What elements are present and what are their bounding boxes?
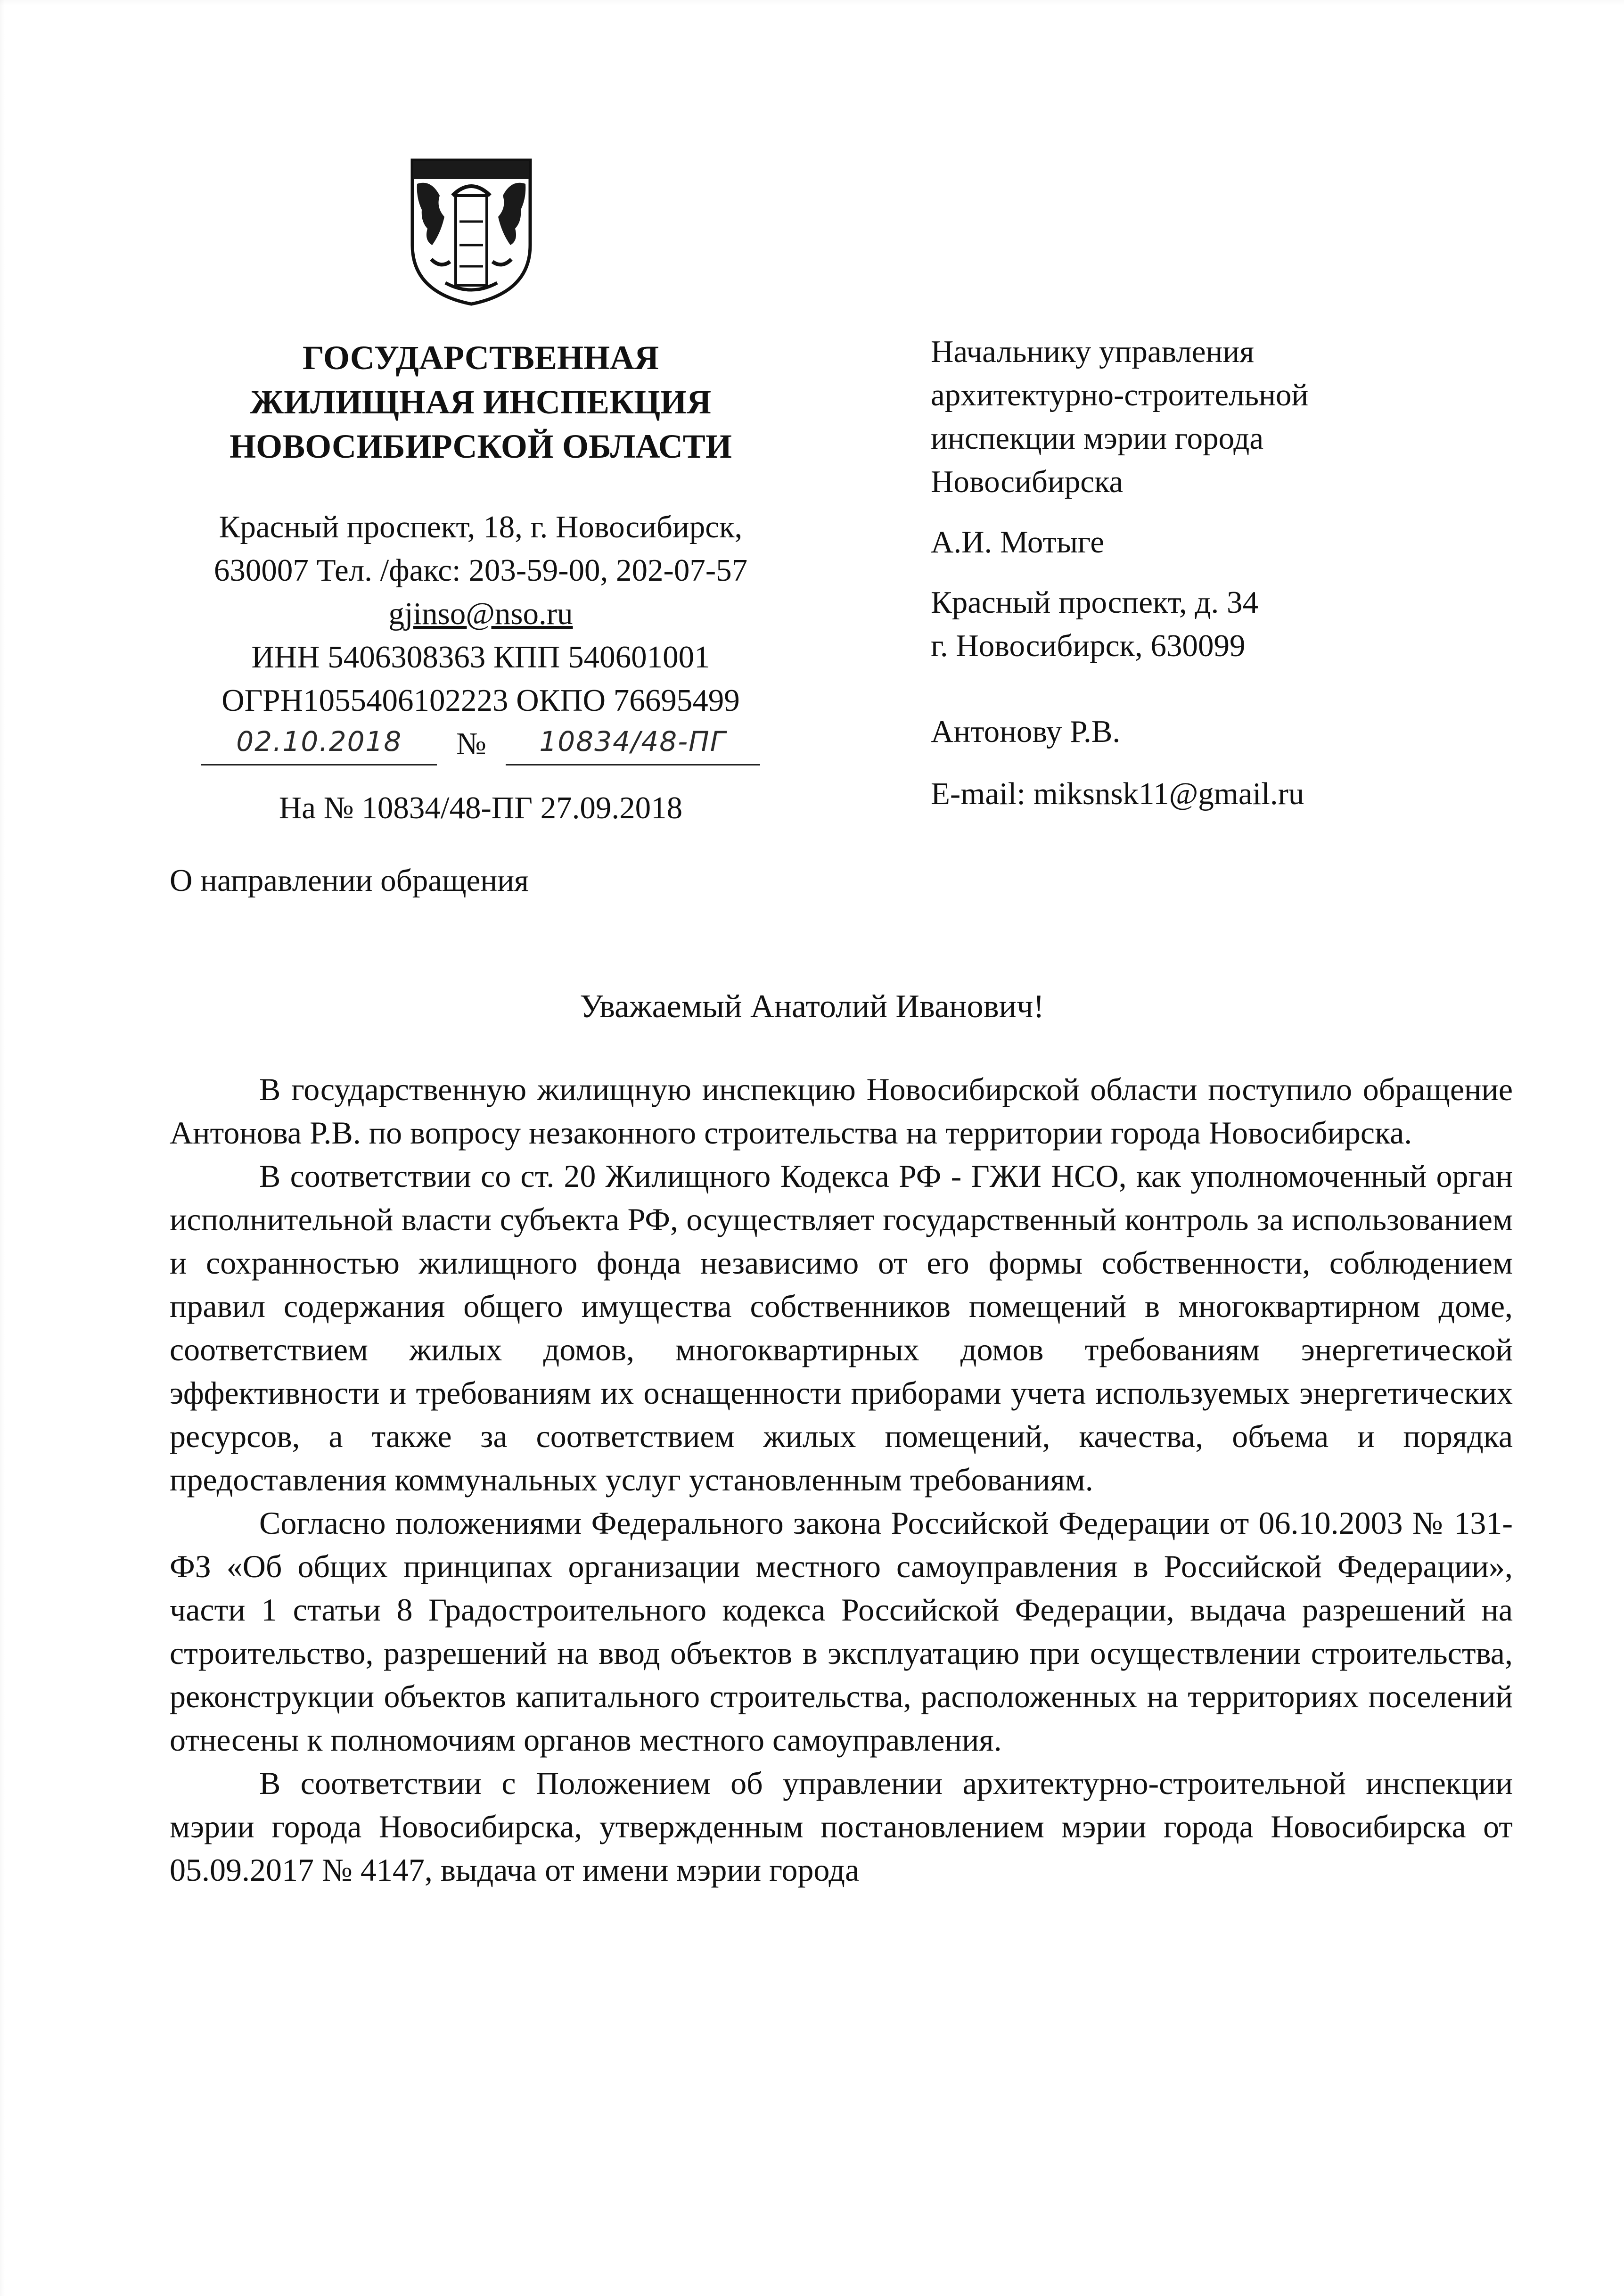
letter-body	[170, 1068, 1513, 1892]
registration-line	[156, 722, 806, 769]
sender-address-line: 630007 Тел. /факс: 203-59-00, 202-07-57	[213, 553, 748, 588]
body-paragraph: В соответствии с Положением об управлении архитектурно-строительной инспекции мэрии города Новосибирска, утвержденным постановлением мэрии города Новосибирска от 05.09.2017 № 4147, выдача от имени мэрии города	[170, 1765, 1513, 1888]
recipient-title-line: архитектурно-строительной	[931, 378, 1309, 412]
cc-recipient-email: E-mail: miksnsk11@gmail.ru	[931, 776, 1304, 811]
body-paragraph: Согласно положениями Федерального закона Российской Федерации от 06.10.2003 № 131-ФЗ «Об общих принципах организации местного самоуправления в Российской Федерации», части 1 статьи 8 Градостроительного кодекса Российской Федерации, выдача разрешений на строительство, разрешений на ввод объектов в эксплуатацию при осуществлении строительства, реконструкции объектов капитального строительства, расположенных на территориях поселений отнесены к полномочиям органов местного самоуправления.	[170, 1505, 1513, 1758]
registration-date-field	[201, 725, 437, 765]
recipient-address	[931, 581, 1543, 667]
recipient-title-line: Начальнику управления	[931, 334, 1255, 369]
sender-inn-kpp: ИНН 5406308363 КПП 540601001	[251, 640, 710, 675]
sender-address-line: Красный проспект, 18, г. Новосибирск,	[219, 510, 743, 544]
registration-date-handwritten: 02.10.2018	[236, 725, 402, 757]
sender-block	[156, 336, 806, 830]
recipient-block	[931, 330, 1543, 815]
registration-number-handwritten: 10834/48-ПГ	[539, 725, 727, 757]
recipient-title	[931, 330, 1543, 503]
recipient-address-line: г. Новосибирск, 630099	[931, 628, 1246, 663]
sender-org-name	[156, 336, 806, 469]
reply-reference: На № 10834/48-ПГ 27.09.2018	[279, 790, 683, 825]
recipient-title-line: инспекции мэрии города	[931, 421, 1264, 456]
recipient-address-line: Красный проспект, д. 34	[931, 585, 1258, 620]
org-name-line: ЖИЛИЩНАЯ ИНСПЕКЦИЯ	[250, 383, 712, 421]
body-paragraph: В государственную жилищную инспекцию Новосибирской области поступило обращение Антонова Р.В. по вопросу незаконного строительства на территории города Новосибирска.	[170, 1071, 1513, 1151]
org-name-line: НОВОСИБИРСКОЙ ОБЛАСТИ	[230, 428, 732, 465]
recipient-title-line: Новосибирска	[931, 464, 1124, 499]
org-name-line: ГОСУДАРСТВЕННАЯ	[303, 339, 659, 377]
novosibirsk-region-coat-of-arms-icon	[403, 151, 540, 306]
body-paragraph: В соответствии со ст. 20 Жилищного Кодекса РФ - ГЖИ НСО, как уполномоченный орган исполнительной власти субъекта РФ, осуществляет государственный контроль за использованием и сохранностью жилищного фонда независимо от его формы собственности, соблюдением правил содержания общего имущества собственников помещений в многоквартирном доме, соответствием жилых домов, многоквартирных домов требованиям энергетической эффективности и требованиям их оснащенности приборами учета используемых энергетических ресурсов, а также за соответствием жилых помещений, качества, объема и порядка предоставления коммунальных услуг установленным требованиям.	[170, 1158, 1513, 1498]
salutation: Уважаемый Анатолий Иванович!	[580, 988, 1044, 1025]
recipient-name: А.И. Мотыге	[931, 525, 1105, 560]
registration-number-field	[506, 725, 760, 765]
cc-recipient-name: Антонову Р.В.	[931, 714, 1121, 749]
sender-ogrn-okpo: ОГРН1055406102223 ОКПО 76695499	[221, 683, 740, 718]
registration-number-sign: №	[456, 726, 486, 761]
sender-contacts	[156, 505, 806, 722]
sender-email-link[interactable]: gjinso@nso.ru	[388, 596, 573, 631]
letter-subject: О направлении обращения	[170, 863, 529, 898]
